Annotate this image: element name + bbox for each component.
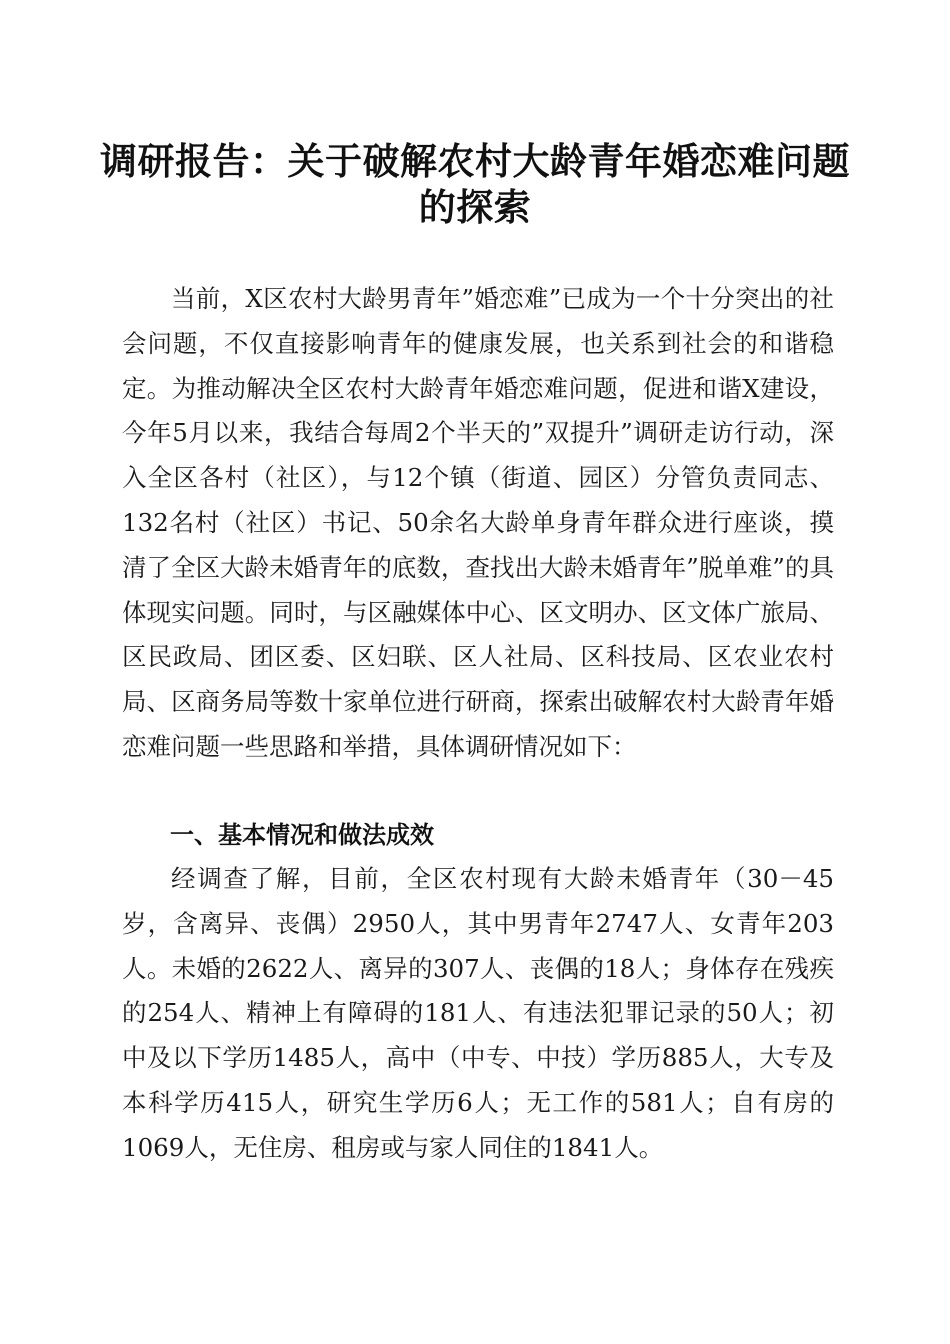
- section-heading: 一、基本情况和做法成效: [170, 821, 434, 849]
- paragraph-text: 当前，X区农村大龄男青年”婚恋难”已成为一个十分突出的社会问题，不仅直接影响青年的健康发展，也关系到社会的和谐稳定。为推动解决全区农村大龄青年婚恋难问题，促进和谐X建设，今年5月以来，我结合每周2个半天的”双提升”调研走访行动，深入全区各村（社区），与12个镇（街道、园区）分管负责同志、132名村（社区）书记、50余名大龄单身青年群众进行座谈，摸清了全区大龄未婚青年的底数，查找出大龄未婚青年”脱单难”的具体现实问题。同时，与区融媒体中心、区文明办、区文体广旅局、区民政局、团区委、区妇联、区人社局、区科技局、区农业农村局、区商务局等数十家单位进行研商，探索出破解农村大龄青年婚恋难问题一些思路和举措，具体调研情况如下：: [122, 284, 834, 761]
- body-paragraph-intro: [122, 277, 834, 770]
- body-paragraph-statistics: [122, 857, 834, 1171]
- document-title-line-2: 的探索: [418, 185, 532, 229]
- document-title-line-1: 调研报告：关于破解农村大龄青年婚恋难问题: [100, 139, 850, 183]
- paragraph-text: 经调查了解，目前，全区农村现有大龄未婚青年（30－45岁，含离异、丧偶）2950人，其中男青年2747人、女青年203人。未婚的2622人、离异的307人、丧偶的18人；身体存在残疾的254人、精神上有障碍的181人、有违法犯罪记录的50人；初中及以下学历1485人，高中（中专、中技）学历885人，大专及本科学历415人，研究生学历6人；无工作的581人；自有房的1069人，无住房、租房或与家人同住的1841人。: [122, 864, 834, 1162]
